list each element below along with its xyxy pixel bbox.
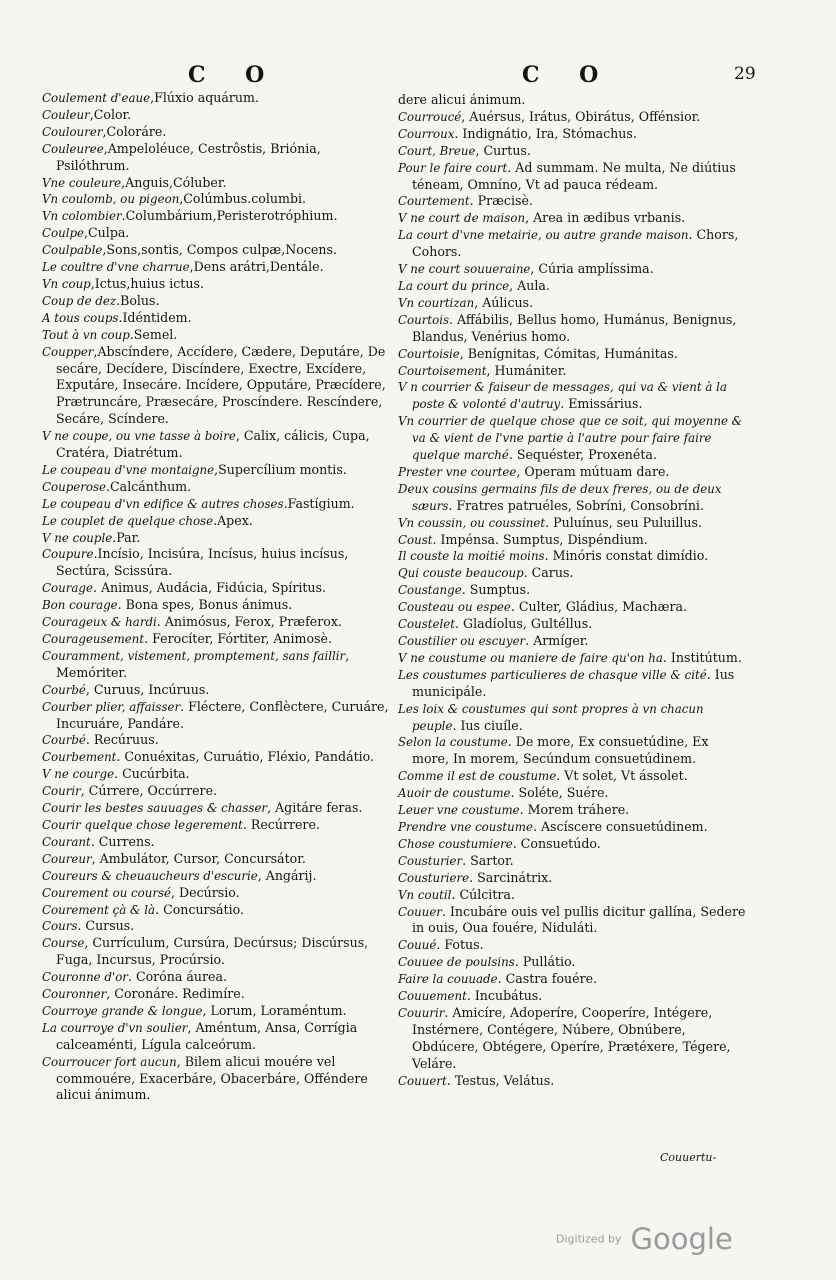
entry-latin: , Cúrrere, Occúrrere. (80, 783, 218, 799)
dictionary-entry (42, 614, 392, 631)
entry-headword: Prester vne courtee (398, 464, 517, 479)
dictionary-entry (42, 124, 392, 141)
entry-headword: Coup de dez (42, 293, 117, 308)
dictionary-entry (42, 208, 392, 225)
dictionary-entry (42, 293, 392, 310)
entry-latin: , Angárij. (257, 867, 317, 883)
entry-headword: Couleuree (42, 141, 104, 156)
entry-headword: Coulourer (42, 124, 103, 139)
entry-latin: , Aúlicus. (474, 294, 534, 310)
entry-headword: Courtois (398, 312, 450, 327)
dictionary-entry (42, 276, 392, 293)
entry-headword: Courber plier, affaisser (42, 699, 181, 714)
dictionary-entry (42, 766, 392, 783)
entry-headword: Cours (42, 919, 78, 934)
dictionary-entry (42, 969, 392, 986)
entry-latin: . Fratres patruéles, Sobríni, Consobríni. (448, 497, 704, 513)
entry-headword: Courir (42, 784, 81, 799)
entry-headword: Coulpe (42, 226, 85, 241)
dictionary-entry (398, 904, 748, 938)
dictionary-entry (42, 191, 392, 208)
dictionary-entry (42, 479, 392, 496)
entry-headword: Selon la coustume (398, 735, 508, 750)
dictionary-entry (42, 344, 392, 429)
dictionary-entry (398, 193, 748, 210)
entry-headword: V ne coustume ou maniere de faire qu'on ha (398, 650, 663, 665)
entry-latin: .Bolus. (116, 292, 160, 308)
entry-latin: dere alicui ánimum. (398, 92, 526, 107)
entry-headword: Couronner (42, 987, 107, 1002)
entry-headword: Courir les bestes sauuages & chasser (42, 801, 268, 816)
dictionary-entry (398, 616, 748, 633)
dictionary-entry (42, 749, 392, 766)
entry-latin: .Incísio, Incisúra, Incísus, huius incísus, Sectúra, Scissúra. (56, 546, 349, 579)
entry-latin: ,Flúxio aquárum. (150, 90, 259, 105)
dictionary-entry (398, 937, 748, 954)
entry-latin: . Ad summam. Ne multa, Ne diútius téneam, Omníno, Vt ad pauca rédeam. (412, 159, 736, 192)
dictionary-entry (42, 428, 392, 462)
entry-latin: . Præcisè. (469, 193, 533, 209)
entry-latin: .Fastígium. (283, 495, 355, 511)
entry-headword: Courement ou coursé (42, 885, 172, 900)
entry-latin: . Impénsa. Sumptus, Dispéndium. (432, 531, 648, 547)
entry-headword: Courage (42, 581, 93, 596)
entry-headword: Le coupeau d'vne montaigne (42, 462, 215, 477)
running-header (0, 60, 836, 90)
dictionary-entry (398, 1073, 748, 1090)
entry-latin: . Animus, Audácia, Fidúcia, Spíritus. (92, 580, 327, 596)
dictionary-entry (42, 496, 392, 513)
entry-latin: , Coronáre. Redimíre. (106, 986, 245, 1002)
entry-latin: ,Ampeloléuce, Cestrôstis, Briónia, Psilóthrum. (56, 140, 321, 173)
entry-headword: V ne courge (42, 767, 115, 782)
entry-headword: Courtement (398, 194, 470, 209)
entry-latin: , Decúrsio. (171, 884, 240, 900)
entry-headword: Couurir (398, 1005, 445, 1020)
dictionary-entry (42, 648, 392, 682)
entry-latin: . Incubátus. (466, 988, 543, 1004)
entry-latin: ,Culpa. (84, 225, 130, 241)
dictionary-entry (398, 261, 748, 278)
entry-latin: . Concursátio. (155, 901, 245, 917)
dictionary-entry (398, 667, 748, 701)
entry-latin: . De more, Ex consuetúdine, Ex more, In morem, Secúndum consuetúdinem. (412, 734, 709, 767)
entry-headword: Pour le faire court (398, 160, 508, 175)
dictionary-entry (42, 225, 392, 242)
google-logo: Google (630, 1222, 733, 1256)
entry-latin: . Emissárius. (560, 396, 643, 412)
entry-latin: , Operam mútuam dare. (516, 463, 670, 479)
entry-headword: Qui couste beaucoup (398, 566, 524, 581)
entry-headword: Vn coup (42, 276, 91, 291)
dictionary-entry (398, 836, 748, 853)
entry-headword: Il couste la moitié moins (398, 549, 545, 564)
entry-headword: Coupure (42, 547, 94, 562)
entry-latin: .Columbárium,Peristerotróphium. (121, 208, 338, 224)
page-number: 29 (734, 64, 756, 84)
entry-headword: La courroye d'vn soulier (42, 1020, 188, 1035)
entry-latin: . Testus, Velátus. (446, 1072, 555, 1088)
entry-headword: Couramment, vistement, promptement, sans faillir (42, 648, 346, 663)
entry-headword: Coupper (42, 344, 94, 359)
dictionary-entry (42, 732, 392, 749)
entry-latin: . Sarcinátrix. (469, 869, 553, 885)
entry-latin: . Recúrrere. (242, 816, 320, 832)
entry-headword: V n courrier & faiseur de messages, qui va & vient à la poste & volonté d'autruy (398, 380, 727, 412)
dictionary-entry (398, 160, 748, 194)
entry-latin: . Soléte, Suére. (510, 785, 609, 801)
entry-latin: ,Abscíndere, Accídere, Cædere, Deputáre, De secáre, Decídere, Discíndere, Exectre, Excídere, Exputáre, Insecáre. Incídere, Opputáre, Præcídere, Prætruncáre, Præsecáre, Proscíndere. Rescíndere, Secáre, Scíndere. (56, 343, 386, 427)
dictionary-entry (398, 126, 748, 143)
dictionary-entry (42, 597, 392, 614)
entry-headword: Courageux & hardi (42, 615, 157, 630)
entry-latin: , Calix, cálicis, Cupa, Cratéra, Diatrétum. (56, 428, 370, 461)
entry-latin: , Auérsus, Irátus, Obirátus, Offénsior. (461, 108, 701, 124)
entry-latin: ,Dens arátri,Dentále. (189, 259, 324, 275)
entry-latin: , Agitáre feras. (267, 800, 363, 816)
entry-headword: Vne couleure (42, 175, 122, 190)
dictionary-entry (398, 802, 748, 819)
entry-latin: , Humániter. (486, 362, 567, 378)
dictionary-entry (42, 462, 392, 479)
dictionary-entry (42, 546, 392, 580)
entry-latin: . Ascíscere consuetúdinem. (532, 818, 708, 834)
entry-headword: Bon courage (42, 598, 118, 613)
entry-headword: Comme il est de coustume (398, 769, 557, 784)
dictionary-entry (398, 295, 748, 312)
dictionary-entry (42, 800, 392, 817)
entry-latin: . Indignátio, Ira, Stómachus. (454, 125, 637, 141)
entry-latin: , Area in ædibus vrbanis. (525, 210, 686, 226)
entry-headword: Prendre vne coustume (398, 819, 533, 834)
dictionary-entry (42, 90, 392, 107)
entry-headword: Couuer (398, 904, 442, 919)
header-right: C O (522, 62, 615, 88)
entry-latin: , Curuus, Incúruus. (85, 681, 210, 697)
dictionary-entry (398, 971, 748, 988)
entry-latin: , Benígnitas, Cómitas, Humánitas. (459, 345, 678, 361)
entry-headword: Courbé (42, 733, 86, 748)
dictionary-entry (398, 346, 748, 363)
dictionary-entry (398, 599, 748, 616)
entry-latin: . Sartor. (462, 852, 514, 868)
entry-latin: ,Colúmbus.columbi. (179, 191, 307, 207)
dictionary-entry (42, 986, 392, 1003)
entry-headword: Les loix & coustumes qui sont propres à vn chacun peuple (398, 701, 704, 733)
dictionary-entry (42, 175, 392, 192)
entry-headword: Le couplet de quelque chose (42, 513, 214, 528)
dictionary-entry (42, 918, 392, 935)
dictionary-entry (398, 143, 748, 160)
entry-latin: ,Sons,sontis, Compos culpæ,Nocens. (102, 242, 337, 258)
entry-latin: . Ferocíter, Fórtiter, Animosè. (144, 631, 332, 646)
entry-headword: Courroucer fort aucun (42, 1054, 177, 1069)
dictionary-entry (42, 310, 392, 327)
entry-latin: . Castra fouére. (497, 971, 598, 987)
entry-headword: Couuert (398, 1073, 447, 1088)
entry-latin: . Carus. (523, 565, 574, 581)
entry-latin: . Fotus. (436, 937, 484, 953)
dictionary-entry (42, 580, 392, 597)
entry-headword: Cousturiere (398, 870, 470, 885)
header-left: C O (188, 62, 281, 88)
entry-headword: V ne court de maison (398, 211, 526, 226)
entry-latin: .Semel. (129, 326, 178, 342)
dictionary-entry (398, 1005, 748, 1073)
dictionary-entry (42, 530, 392, 547)
dictionary-entry (398, 988, 748, 1005)
entry-latin: ,Color. (89, 106, 132, 122)
entry-latin: , Currículum, Cursúra, Decúrsus; Discúrsus, Fuga, Incursus, Procúrsio. (56, 935, 369, 968)
entry-headword: Couué (398, 938, 437, 953)
entry-latin: ,Coloráre. (102, 123, 167, 139)
entry-latin: . Ius ciuíle. (452, 717, 523, 733)
entry-headword: Courant (42, 834, 91, 849)
dictionary-entry (42, 834, 392, 851)
dictionary-entry (398, 819, 748, 836)
entry-latin: . Morem tráhere. (519, 802, 630, 818)
dictionary-entry (42, 885, 392, 902)
dictionary-entry (398, 633, 748, 650)
entry-headword: La court du prince (398, 278, 510, 293)
dictionary-entry (398, 464, 748, 481)
dictionary-entry (398, 379, 748, 413)
dictionary-entry (398, 481, 748, 515)
entry-latin: . Recúruus. (85, 732, 159, 748)
entry-headword: Les coustumes particulieres de chasque ville & cité (398, 667, 707, 682)
entry-latin: . Conuéxitas, Curuátio, Fléxio, Pandátio. (116, 749, 375, 765)
entry-latin: . Vt solet, Vt ássolet. (556, 768, 688, 784)
entry-latin: . Gladíolus, Gultéllus. (455, 616, 593, 632)
dictionary-entry (42, 631, 392, 648)
entry-latin: , Memóriter. (56, 647, 350, 680)
entry-latin: . Animósus, Ferox, Præferox. (156, 614, 342, 630)
entry-headword: V ne couple (42, 530, 113, 545)
entry-latin: . Coróna áurea. (127, 969, 227, 985)
dictionary-entry (398, 582, 748, 599)
entry-headword: Coureurs & cheuaucheurs d'escurie (42, 868, 258, 883)
dictionary-entry (42, 868, 392, 885)
dictionary-entry (398, 515, 748, 532)
dictionary-entry (398, 548, 748, 565)
entry-latin: . Cucúrbita. (114, 766, 190, 782)
dictionary-entry (398, 701, 748, 735)
dictionary-entry (42, 935, 392, 969)
entry-headword: Deux cousins germains fils de deux freres, ou de deux sæurs (398, 481, 722, 513)
entry-headword: Faire la couuade (398, 972, 498, 987)
entry-headword: Cousturier (398, 853, 463, 868)
entry-headword: Courroye grande & longue (42, 1003, 203, 1018)
entry-latin: , Lorum, Loraméntum. (202, 1002, 347, 1018)
entry-latin: . Cúlcitra. (451, 886, 515, 902)
dictionary-entry (42, 902, 392, 919)
dictionary-entry (42, 242, 392, 259)
entry-latin: .Par. (112, 529, 141, 545)
dictionary-entry (398, 870, 748, 887)
dictionary-entry (42, 141, 392, 175)
entry-headword: Vn colombier (42, 209, 122, 224)
dictionary-entry (398, 650, 748, 667)
entry-latin: ,Supercílium montis. (214, 461, 347, 477)
entry-headword: V ne coupe, ou vne tasse à boire (42, 429, 236, 444)
dictionary-entry (398, 312, 748, 346)
entry-latin: . Cursus. (77, 918, 135, 934)
entry-latin: , Curtus. (475, 142, 531, 158)
dictionary-entry (42, 851, 392, 868)
entry-headword: Coust (398, 532, 433, 547)
entry-latin: . Armíger. (525, 633, 589, 648)
dictionary-entry (398, 210, 748, 227)
entry-headword: Courtoisement (398, 363, 487, 378)
entry-latin: . Sequéster, Proxenéta. (508, 447, 657, 463)
dictionary-entry (42, 1054, 392, 1105)
entry-headword: Courbé (42, 682, 86, 697)
entry-headword: Coulement d'eaue (42, 91, 151, 105)
dictionary-entry (398, 734, 748, 768)
entry-latin: . Chors, Cohors. (412, 227, 739, 260)
dictionary-entry (398, 278, 748, 295)
entry-headword: Vn courrier de quelque chose que ce soit, qui moyenne & va & vient de l'vne partie à l'autre pour faire faire quelque marché (398, 414, 743, 463)
dictionary-entry (398, 768, 748, 785)
dictionary-entry (42, 1020, 392, 1054)
dictionary-entry (398, 887, 748, 904)
entry-headword: Courtoisie (398, 346, 460, 361)
dictionary-entry (398, 785, 748, 802)
entry-latin: . Ius municipále. (412, 666, 735, 699)
watermark-prefix: Digitized by (556, 1232, 622, 1246)
entry-latin: . Minóris constat dimídio. (544, 548, 709, 564)
dictionary-entry (42, 1003, 392, 1020)
dictionary-entry (398, 413, 748, 464)
dictionary-entry (398, 92, 748, 109)
entry-headword: Courroux (398, 126, 455, 141)
entry-latin: . Bona spes, Bonus ánimus. (117, 597, 293, 613)
dictionary-entry (398, 954, 748, 971)
entry-headword: Court, Breue (398, 143, 476, 158)
entry-latin: , Bilem alicui mouére vel commouére, Exacerbáre, Obacerbáre, Offéndere alicui ánimum. (56, 1053, 368, 1103)
entry-latin: , Ambulátor, Cursor, Concursátor. (91, 850, 306, 866)
entry-latin: ,Ictus,huius ictus. (90, 275, 204, 291)
entry-headword: Le coultre d'vne charrue (42, 260, 190, 275)
digitized-by-google-watermark (556, 1222, 733, 1256)
dictionary-entry (398, 227, 748, 261)
entry-latin: .Calcánthum. (106, 478, 192, 494)
entry-headword: Courement çà & là (42, 902, 156, 917)
entry-headword: Vn coulomb, ou pigeon (42, 192, 180, 207)
entry-latin: , Améntum, Ansa, Corrígia calceaménti, Lígula calceórum. (56, 1019, 358, 1052)
entry-headword: Auoir de coustume (398, 786, 511, 801)
dictionary-entry (398, 565, 748, 582)
dictionary-entry (398, 853, 748, 870)
entry-latin: . Institútum. (662, 649, 742, 665)
entry-headword: Coureur (42, 851, 92, 866)
dictionary-entry (42, 682, 392, 699)
entry-latin: . Sumptus. (461, 582, 531, 598)
entry-headword: Coustelet (398, 617, 455, 632)
entry-latin: . Amicíre, Adoperíre, Cooperíre, Intégere, Instérnere, Contégere, Núbere, Obnúbere, Obdúcere, Obtégere, Operíre, Prætéxere, Tégere, Veláre. (412, 1004, 731, 1071)
entry-headword: Coulpable (42, 243, 103, 258)
entry-headword: Couperose (42, 479, 107, 494)
entry-headword: Vn coutil (398, 887, 452, 902)
right-column (398, 92, 748, 1089)
dictionary-entry (398, 532, 748, 549)
entry-headword: Le coupeau d'vn edifice & autres choses (42, 496, 284, 511)
entry-headword: Courageusement (42, 632, 145, 646)
entry-headword: Couuement (398, 989, 467, 1004)
entry-headword: Course (42, 936, 85, 951)
entry-latin: . Currens. (90, 833, 155, 849)
entry-latin: . Culter, Gládius, Machæra. (510, 599, 688, 615)
dictionary-entry (42, 513, 392, 530)
entry-latin: . Fléctere, Conflèctere, Curuáre, Incuruáre, Pandáre. (56, 698, 389, 731)
entry-headword: Courbement (42, 750, 117, 765)
entry-headword: Couuee de poulsins (398, 955, 515, 970)
dictionary-entry (42, 817, 392, 834)
entry-headword: Couleur (42, 107, 90, 122)
entry-headword: La court d'vne metairie, ou autre grande maison (398, 228, 689, 243)
entry-headword: V ne court souueraine (398, 262, 531, 277)
entry-latin: . Pullátio. (514, 954, 576, 970)
entry-latin: , Aula. (509, 277, 550, 293)
entry-headword: Couronne d'or (42, 970, 128, 985)
entry-latin: , Cúria amplíssima. (530, 261, 654, 277)
entry-headword: Leuer vne coustume (398, 803, 520, 818)
entry-latin: .Apex. (213, 512, 253, 528)
entry-headword: Courroucé (398, 109, 462, 124)
entry-headword: Tout à vn coup (42, 327, 130, 342)
entry-headword: A tous coups (42, 310, 119, 325)
dictionary-entry (398, 363, 748, 380)
dictionary-entry (42, 699, 392, 733)
entry-latin: .Idéntidem. (118, 309, 192, 325)
dictionary-entry (398, 109, 748, 126)
entry-latin: . Affábilis, Bellus homo, Humánus, Benignus, Blandus, Venérius homo. (412, 311, 737, 344)
entry-headword: Coustilier ou escuyer (398, 634, 526, 648)
entry-headword: Courir quelque chose legerement (42, 817, 243, 832)
entry-latin: . Puluínus, seu Puluillus. (545, 514, 702, 530)
entry-headword: Chose coustumiere (398, 836, 513, 851)
entry-latin: ,Anguis,Cóluber. (121, 174, 227, 190)
dictionary-entry (42, 783, 392, 800)
entry-latin: . Incubáre ouis vel pullis dicitur gallína, Sedere in ouis, Oua fouére, Niduláti. (412, 903, 746, 936)
dictionary-entry (42, 259, 392, 276)
catchword: Couuertu- (660, 1151, 717, 1164)
entry-headword: Vn courtizan (398, 295, 475, 310)
entry-latin: . Consuetúdo. (512, 835, 601, 851)
left-column (42, 90, 392, 1104)
dictionary-entry (42, 107, 392, 124)
entry-headword: Cousteau ou espee (398, 600, 511, 615)
entry-headword: Coustange (398, 583, 462, 598)
dictionary-entry (42, 327, 392, 344)
entry-headword: Vn coussin, ou coussinet (398, 515, 546, 530)
